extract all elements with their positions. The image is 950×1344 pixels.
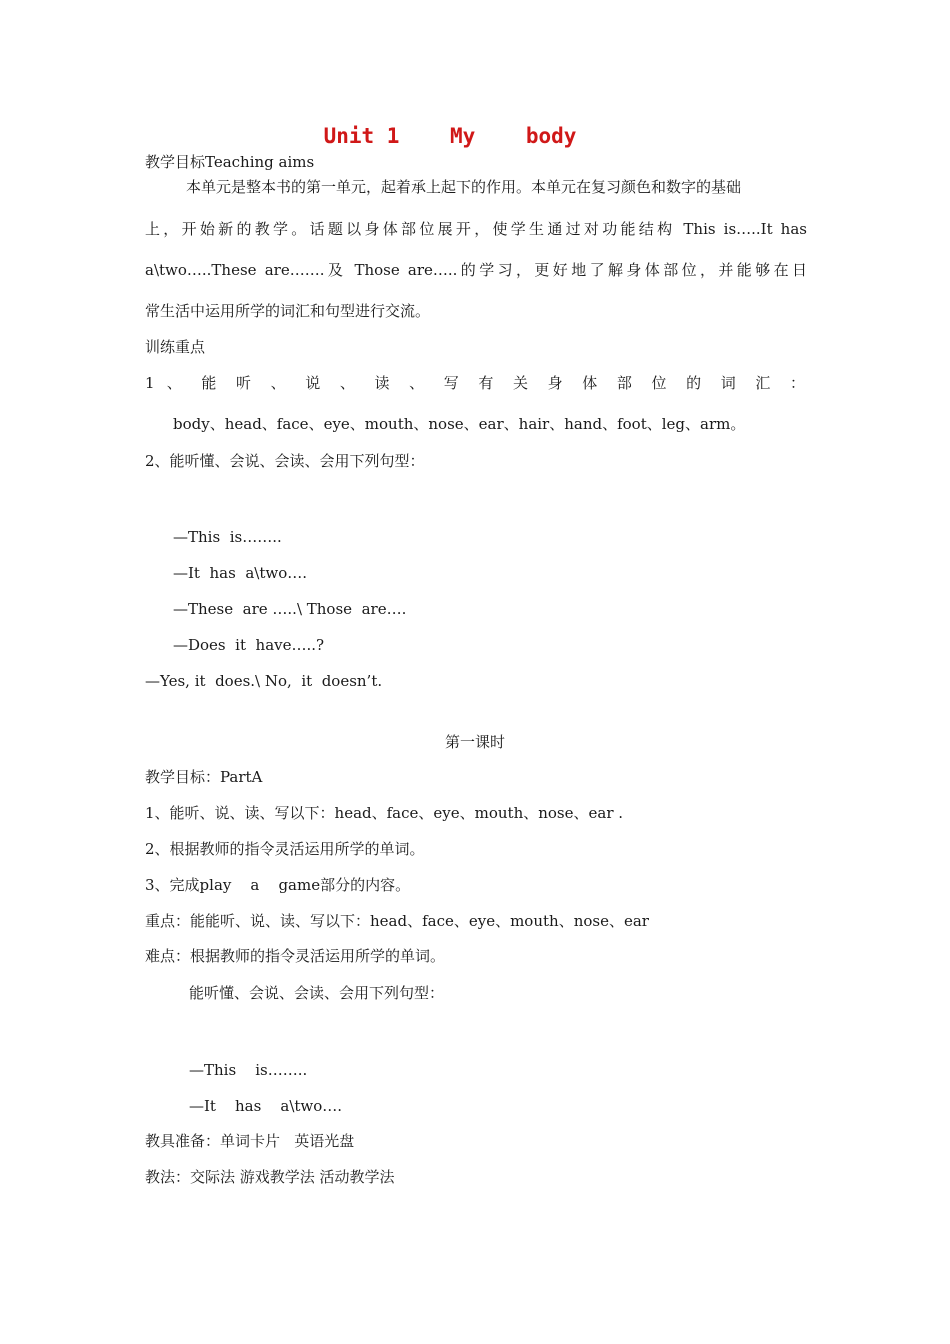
lesson-item: 2、根据教师的指令灵活运用所学的单词。 (145, 840, 425, 858)
training-item-1: 1 、 能 听 、 说 、 读 、 写 有 关 身 体 部 位 的 词 汇 ： (145, 374, 805, 392)
intro-line-2: 上，开始新的教学。话题以身体部位展开，使学生通过对功能结构 This is…..It has (145, 220, 807, 238)
teaching-methods: 教法：交际法 游戏教学法 活动教学法 (145, 1168, 395, 1186)
lesson-item: 3、完成play a game部分的内容。 (145, 876, 411, 894)
lesson-aims: 教学目标：PartA (145, 768, 263, 786)
pattern-line: —It has a\two…. (173, 564, 307, 582)
teaching-tools: 教具准备：单词卡片 英语光盘 (145, 1132, 355, 1150)
vocab-list: body、head、face、eye、mouth、nose、ear、hair、hand、foot、leg、arm。 (173, 415, 746, 433)
pattern-line: —This is…….. (173, 528, 282, 546)
document-title: Unit 1 My body (323, 124, 577, 148)
difficulties: 难点：根据教师的指令灵活运用所学的单词。 (145, 947, 446, 965)
lesson-title: 第一课时 (444, 733, 505, 751)
pattern-line: —Does it have…..? (173, 636, 325, 654)
pattern-line: —These are …..\ Those are…. (173, 600, 407, 618)
key-points: 重点：能能听、说、读、写以下：head、face、eye、mouth、nose、ear (145, 912, 649, 930)
intro-line-3: a\two…..These are…….及 Those are…..的学习，更好地了解身体部位，并能够在日 (145, 261, 807, 279)
difficulty-pattern: —This is…….. (189, 1061, 308, 1079)
aims-heading: 教学目标Teaching aims (145, 153, 315, 171)
lesson-item: 1、能听、说、读、写以下：head、face、eye、mouth、nose、ear . (145, 804, 624, 822)
difficulty-pattern: —It has a\two…. (189, 1097, 343, 1115)
training-item-2: 2、能听懂、会说、会读、会用下列句型： (145, 452, 425, 470)
intro-line-1: 本单元是整本书的第一单元，起着承上起下的作用。本单元在复习颜色和数字的基础 (186, 178, 742, 196)
difficulties-sub: 能听懂、会说、会读、会用下列句型： (189, 984, 445, 1002)
training-heading: 训练重点 (145, 338, 206, 356)
pattern-line: —Yes, it does.\ No, it doesn’t. (145, 672, 383, 690)
intro-line-4: 常生活中运用所学的词汇和句型进行交流。 (145, 302, 431, 320)
